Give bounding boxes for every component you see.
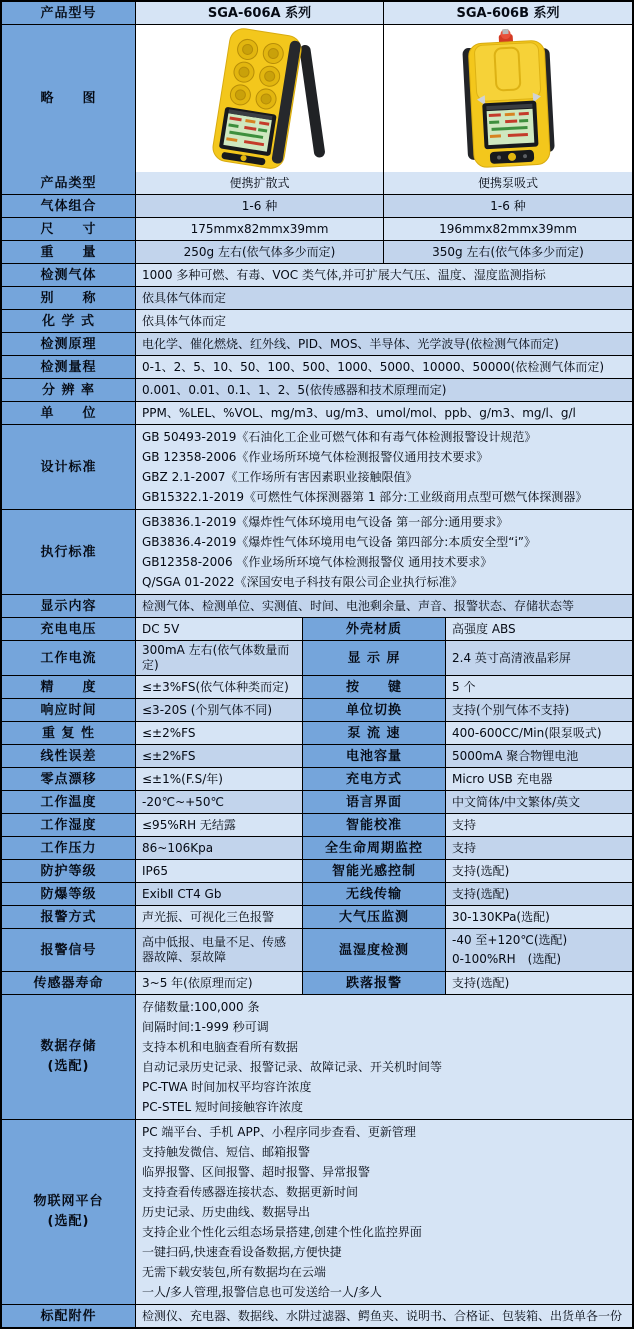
row-value-1: 3~5 年(依原理而定) bbox=[135, 972, 302, 994]
row-value-2: 400-600CC/Min(限泵吸式) bbox=[445, 722, 632, 744]
table-row bbox=[2, 424, 632, 509]
row-label: 标配附件 bbox=[2, 1305, 135, 1327]
text-line: Q/SGA 01-2022《深国安电子科技有限公司企业执行标准》 bbox=[142, 575, 463, 589]
text-line: GB3836.1-2019《爆炸性气体环境用电气设备 第一部分:通用要求》 bbox=[142, 515, 509, 529]
header-model-b: SGA-606B 系列 bbox=[383, 2, 632, 24]
row-value-b: 1-6 种 bbox=[383, 195, 632, 217]
text-line: (选配) bbox=[47, 1059, 90, 1074]
row-label: 单 位 bbox=[2, 402, 135, 424]
row-label-secondary: 显 示 屏 bbox=[302, 641, 445, 675]
row-label-secondary: 充电方式 bbox=[302, 768, 445, 790]
row-label-secondary: 智能校准 bbox=[302, 814, 445, 836]
row-value: 检测仪、充电器、数据线、水阱过滤器、鳄鱼夹、说明书、合格证、包装箱、出货单各一份 bbox=[135, 1305, 632, 1327]
table-row bbox=[2, 172, 632, 194]
text-line: PC-STEL 短时间接触容许浓度 bbox=[142, 1100, 303, 1114]
row-value-2: 支持 bbox=[445, 814, 632, 836]
row-label-secondary: 大气压监测 bbox=[302, 906, 445, 928]
table-row bbox=[2, 994, 632, 1119]
device-photo-sga606b bbox=[383, 25, 632, 172]
device-b-illustration bbox=[403, 28, 613, 170]
row-label: 检测气体 bbox=[2, 264, 135, 286]
text-line: 数据存储 bbox=[40, 1039, 97, 1054]
row-label: 显示内容 bbox=[2, 595, 135, 617]
row-label-secondary: 语言界面 bbox=[302, 791, 445, 813]
table-row bbox=[2, 675, 632, 698]
row-label: 充电电压 bbox=[2, 618, 135, 640]
table-header-row bbox=[2, 2, 632, 24]
row-value-2 bbox=[445, 929, 632, 971]
row-value-2: 支持(选配) bbox=[445, 860, 632, 882]
table-row bbox=[2, 928, 632, 971]
sketch-row bbox=[2, 24, 632, 172]
row-value: PPM、%LEL、%VOL、mg/m3、ug/m3、umol/mol、ppb、g/m3、mg/l、g/l bbox=[135, 402, 632, 424]
table-row bbox=[2, 355, 632, 378]
row-value-2: 5000mA 聚合物锂电池 bbox=[445, 745, 632, 767]
row-value-a: 250g 左右(依气体多少而定) bbox=[135, 241, 383, 263]
row-value-1: ≤±2%FS bbox=[135, 722, 302, 744]
table-row bbox=[2, 332, 632, 355]
table-row bbox=[2, 309, 632, 332]
row-value-1: -20℃~+50℃ bbox=[135, 791, 302, 813]
row-label-secondary: 智能光感控制 bbox=[302, 860, 445, 882]
text-line: GB12358-2006 《作业场所环境气体检测报警仪 通用技术要求》 bbox=[142, 555, 493, 569]
table-row bbox=[2, 905, 632, 928]
row-value-a: 1-6 种 bbox=[135, 195, 383, 217]
row-label-secondary: 跌落报警 bbox=[302, 972, 445, 994]
row-value: 0-1、2、5、10、50、100、500、1000、5000、10000、50000(依检测气体而定) bbox=[135, 356, 632, 378]
text-line: 间隔时间:1-999 秒可调 bbox=[142, 1020, 269, 1034]
row-value-1: 声光振、可视化三色报警 bbox=[135, 906, 302, 928]
row-value-2: 2.4 英寸高清液晶彩屏 bbox=[445, 641, 632, 675]
table-row bbox=[2, 813, 632, 836]
row-value-2: 支持(个别气体不支持) bbox=[445, 699, 632, 721]
row-label: 工作湿度 bbox=[2, 814, 135, 836]
row-label: 工作压力 bbox=[2, 837, 135, 859]
text-line: PC-TWA 时间加权平均容许浓度 bbox=[142, 1080, 312, 1094]
row-label: 检测量程 bbox=[2, 356, 135, 378]
row-label: 工作温度 bbox=[2, 791, 135, 813]
text-line: 支持查看传感器连接状态、数据更新时间 bbox=[142, 1185, 359, 1199]
row-value-1: ≤3-20S (个别气体不同) bbox=[135, 699, 302, 721]
table-row bbox=[2, 594, 632, 617]
table-row bbox=[2, 1119, 632, 1304]
row-value-2: 30-130KPa(选配) bbox=[445, 906, 632, 928]
text-line: 0-100%RH (选配) bbox=[452, 952, 561, 966]
row-label-secondary: 电池容量 bbox=[302, 745, 445, 767]
row-value-1: ≤±1%(F.S/年) bbox=[135, 768, 302, 790]
row-value: 电化学、催化燃烧、红外线、PID、MOS、半导体、光学波导(依检测气体而定) bbox=[135, 333, 632, 355]
text-line: 一人/多人管理,报警信息也可发送给一人/多人 bbox=[142, 1285, 382, 1299]
row-label: 报警方式 bbox=[2, 906, 135, 928]
table-row bbox=[2, 509, 632, 594]
row-label: 分 辨 率 bbox=[2, 379, 135, 401]
row-value-a: 175mmx82mmx39mm bbox=[135, 218, 383, 240]
table-row bbox=[2, 1304, 632, 1327]
row-value-a: 便携扩散式 bbox=[135, 172, 383, 194]
row-label: 响应时间 bbox=[2, 699, 135, 721]
row-label-secondary: 全生命周期监控 bbox=[302, 837, 445, 859]
row-value: 依具体气体而定 bbox=[135, 287, 632, 309]
row-value: 0.001、0.01、0.1、1、2、5(依传感器和技术原理而定) bbox=[135, 379, 632, 401]
row-value-1: ≤±2%FS bbox=[135, 745, 302, 767]
table-row bbox=[2, 401, 632, 424]
text-line: 存储数量:100,000 条 bbox=[142, 1000, 260, 1014]
text-line: 支持触发微信、短信、邮箱报警 bbox=[142, 1145, 311, 1159]
text-line: 历史记录、历史曲线、数据导出 bbox=[142, 1205, 311, 1219]
text-line: PC 端平台、手机 APP、小程序同步查看、更新管理 bbox=[142, 1125, 416, 1139]
text-line: GBZ 2.1-2007《工作场所有害因素职业接触限值》 bbox=[142, 470, 418, 484]
row-value-2: Micro USB 充电器 bbox=[445, 768, 632, 790]
row-label: 设计标准 bbox=[2, 425, 135, 509]
row-label-secondary: 泵 流 速 bbox=[302, 722, 445, 744]
row-value: 依具体气体而定 bbox=[135, 310, 632, 332]
table-row bbox=[2, 617, 632, 640]
text-line: GB 12358-2006《作业场所环境气体检测报警仪通用技术要求》 bbox=[142, 450, 489, 464]
row-label: 线性误差 bbox=[2, 745, 135, 767]
row-value-2: 支持(选配) bbox=[445, 883, 632, 905]
table-row bbox=[2, 640, 632, 675]
row-label-secondary: 按 键 bbox=[302, 676, 445, 698]
table-row bbox=[2, 790, 632, 813]
row-value-2: 高强度 ABS bbox=[445, 618, 632, 640]
row-value-1: 高中低报、电量不足、传感器故障、泵故障 bbox=[135, 929, 302, 971]
row-label-secondary: 温湿度检测 bbox=[302, 929, 445, 971]
row-value-1: ≤95%RH 无结露 bbox=[135, 814, 302, 836]
row-label-secondary: 无线传输 bbox=[302, 883, 445, 905]
table-row bbox=[2, 263, 632, 286]
row-value-1: ExibⅡ CT4 Gb bbox=[135, 883, 302, 905]
row-label: 产品类型 bbox=[2, 172, 135, 194]
row-value-2: 5 个 bbox=[445, 676, 632, 698]
device-photo-sga606a bbox=[135, 25, 383, 172]
row-label: 工作电流 bbox=[2, 641, 135, 675]
text-line: GB15322.1-2019《可燃性气体探测器第 1 部分:工业级商用点型可燃气体探测器》 bbox=[142, 490, 588, 504]
row-value bbox=[135, 1120, 632, 1304]
table-row bbox=[2, 882, 632, 905]
row-label: 别 称 bbox=[2, 287, 135, 309]
table-row bbox=[2, 194, 632, 217]
header-model-a: SGA-606A 系列 bbox=[135, 2, 383, 24]
text-line: 支持企业个性化云组态场景搭建,创建个性化监控界面 bbox=[142, 1225, 422, 1239]
row-value: 检测气体、检测单位、实测值、时间、电池剩余量、声音、报警状态、存储状态等 bbox=[135, 595, 632, 617]
row-value-2: 支持(选配) bbox=[445, 972, 632, 994]
text-line: 支持本机和电脑查看所有数据 bbox=[142, 1040, 299, 1054]
table-row bbox=[2, 217, 632, 240]
row-value bbox=[135, 510, 632, 594]
text-line: -40 至+120℃(选配) bbox=[452, 933, 568, 947]
row-label: 尺 寸 bbox=[2, 218, 135, 240]
row-label: 零点漂移 bbox=[2, 768, 135, 790]
row-label: 重 量 bbox=[2, 241, 135, 263]
table-row bbox=[2, 698, 632, 721]
table-row bbox=[2, 767, 632, 790]
row-value-1: ≤±3%FS(依气体种类而定) bbox=[135, 676, 302, 698]
row-value-2: 支持 bbox=[445, 837, 632, 859]
row-label: 重 复 性 bbox=[2, 722, 135, 744]
text-line: (选配) bbox=[47, 1214, 90, 1229]
text-line: GB 50493-2019《石油化工企业可燃气体和有毒气体检测报警设计规范》 bbox=[142, 430, 537, 444]
row-label: 气体组合 bbox=[2, 195, 135, 217]
row-label: 执行标准 bbox=[2, 510, 135, 594]
table-row bbox=[2, 971, 632, 994]
table-row bbox=[2, 836, 632, 859]
row-label: 化 学 式 bbox=[2, 310, 135, 332]
table-row bbox=[2, 744, 632, 767]
row-value-1: DC 5V bbox=[135, 618, 302, 640]
table-row bbox=[2, 286, 632, 309]
row-value-1: IP65 bbox=[135, 860, 302, 882]
sketch-label: 略 图 bbox=[2, 25, 135, 172]
text-line: 一键扫码,快速查看设备数据,方便快捷 bbox=[142, 1245, 342, 1259]
row-value-1: 86~106Kpa bbox=[135, 837, 302, 859]
table-row bbox=[2, 859, 632, 882]
row-value-b: 196mmx82mmx39mm bbox=[383, 218, 632, 240]
text-line: 物联网平台 bbox=[33, 1194, 104, 1209]
text-line: 临界报警、区间报警、超时报警、异常报警 bbox=[142, 1165, 371, 1179]
text-line: GB3836.4-2019《爆炸性气体环境用电气设备 第四部分:本质安全型“i”》 bbox=[142, 535, 537, 549]
row-label-secondary: 单位切换 bbox=[302, 699, 445, 721]
row-value-1: 300mA 左右(依气体数量而定) bbox=[135, 641, 302, 675]
row-label bbox=[2, 995, 135, 1119]
header-label: 产品型号 bbox=[2, 2, 135, 24]
table-row bbox=[2, 240, 632, 263]
row-value bbox=[135, 995, 632, 1119]
row-value: 1000 多种可燃、有毒、VOC 类气体,并可扩展大气压、温度、湿度监测指标 bbox=[135, 264, 632, 286]
text-line: 自动记录历史记录、报警记录、故障记录、开关机时间等 bbox=[142, 1060, 443, 1074]
row-value-b: 便携泵吸式 bbox=[383, 172, 632, 194]
row-label bbox=[2, 1120, 135, 1304]
text-line: 无需下载安装包,所有数据均在云端 bbox=[142, 1265, 326, 1279]
row-label: 报警信号 bbox=[2, 929, 135, 971]
row-label: 传感器寿命 bbox=[2, 972, 135, 994]
table-row bbox=[2, 378, 632, 401]
row-value bbox=[135, 425, 632, 509]
table-row bbox=[2, 721, 632, 744]
row-value-b: 350g 左右(依气体多少而定) bbox=[383, 241, 632, 263]
row-label: 检测原理 bbox=[2, 333, 135, 355]
row-label: 防爆等级 bbox=[2, 883, 135, 905]
row-label: 防护等级 bbox=[2, 860, 135, 882]
row-label-secondary: 外壳材质 bbox=[302, 618, 445, 640]
device-a-illustration bbox=[155, 28, 365, 170]
spec-rows-container bbox=[2, 172, 632, 1327]
row-label: 精 度 bbox=[2, 676, 135, 698]
row-value-2: 中文简体/中文繁体/英文 bbox=[445, 791, 632, 813]
